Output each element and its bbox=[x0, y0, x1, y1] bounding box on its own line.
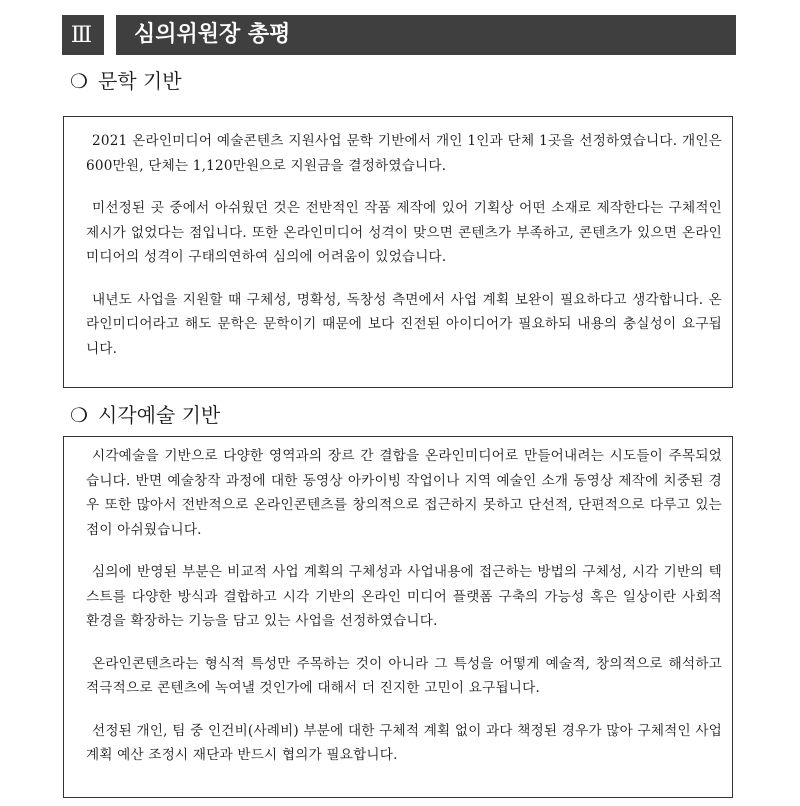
paragraph: 시각예술을 기반으로 다양한 영역과의 장르 간 결합을 온라인미디어로 만들어내려는 시도들이 주목되었습니다. 반면 예술창작 과정에 대한 동영상 아카이빙 작업이나 지역 예술인 소개 동영상 제작에 치중된 경우 또한 많아서 전반적으로 온라인콘텐츠를 창의적으로 접근하지 못하고 단선적, 단편적으로 다루고 있는 점이 아쉬웠습니다. bbox=[86, 448, 722, 538]
paragraph: 내년도 사업을 지원할 때 구체성, 명확성, 독창성 측면에서 사업 계획 보완이 필요하다고 생각합니다. 온라인미디어라고 해도 문학은 문학이기 때문에 보다 진전된 아이디어가 필요하되 내용의 충실성이 요구됩니다. bbox=[86, 291, 722, 357]
circle-bullet-icon: ❍ bbox=[70, 403, 88, 427]
paragraph: 미선정된 곳 중에서 아쉬웠던 것은 전반적인 작품 제작에 있어 기획상 어떤 소재로 제작한다는 구체적인 제시가 없었다는 점입니다. 또한 온라인미디어 성격이 맞으면 콘텐츠가 부족하고, 콘텐츠가 있으면 온라인미디어의 성격이 구태의연하여 심의에 어려움이 있었습니다. bbox=[86, 200, 722, 265]
section-number: Ⅲ bbox=[70, 22, 94, 47]
subsection-heading-text: 시각예술 기반 bbox=[97, 403, 221, 427]
circle-bullet-icon: ❍ bbox=[70, 69, 88, 93]
paragraph: 온라인콘텐츠라는 형식적 특성만 주목하는 것이 아니라 그 특성을 어떻게 예술적, 창의적으로 해석하고 적극적으로 콘텐츠에 녹여낼 것인가에 대해서 더 진지한 고민이 요구됩니다. bbox=[86, 655, 722, 696]
section-header-bar bbox=[62, 15, 736, 55]
subsection-heading-visual-art bbox=[70, 401, 220, 429]
paragraph: 2021 온라인미디어 예술콘텐츠 지원사업 문학 기반에서 개인 1인과 단체 1곳을 선정하였습니다. 개인은 600만원, 단체는 1,120만원으로 지원금을 결정하였습니다. bbox=[86, 133, 722, 174]
review-box-literature bbox=[63, 116, 733, 388]
header-divider bbox=[104, 15, 116, 55]
paragraph: 선정된 개인, 팀 중 인건비(사례비) 부분에 대한 구체적 계획 없이 과다 책정된 경우가 많아 구체적인 사업 계획 예산 조정시 재단과 반드시 협의가 필요합니다. bbox=[86, 722, 722, 763]
section-title: 심의위원장 총평 bbox=[134, 22, 291, 47]
paragraph: 심의에 반영된 부분은 비교적 사업 계획의 구체성과 사업내용에 접근하는 방법의 구체성, 시각 기반의 텍스트를 다양한 방식과 결합하고 시각 기반의 온라인 미디어 플랫폼 구축의 가능성 혹은 일상이란 사회적 환경을 확장하는 기능을 담고 있는 사업을 선정하였습니다. bbox=[86, 564, 722, 629]
subsection-heading-literature bbox=[70, 67, 182, 95]
subsection-heading-text: 문학 기반 bbox=[97, 69, 182, 93]
review-box-visual-art bbox=[63, 436, 733, 798]
